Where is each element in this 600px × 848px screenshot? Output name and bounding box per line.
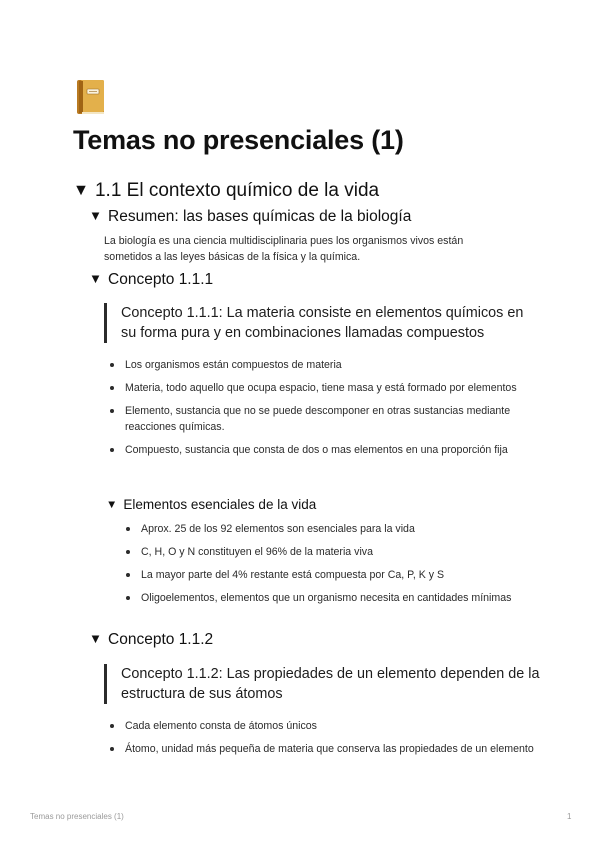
section-heading[interactable] (73, 177, 379, 204)
concept-1-callout: Concepto 1.1.1: La materia consiste en elementos químicos en su forma pura y en combinaciones llamadas compuestos (104, 303, 541, 343)
concept-1-bullet-list (106, 357, 536, 465)
essential-elements-heading-text: Elementos esenciales de la vida (123, 497, 317, 512)
list-item: Átomo, unidad más pequeña de materia que conserva las propiedades de un elemento (106, 741, 536, 757)
list-item: C, H, O y N constituyen el 96% de la materia viva (122, 544, 532, 560)
toggle-triangle-icon[interactable]: ▼ (89, 631, 103, 646)
list-item: Cada elemento consta de átomos únicos (106, 718, 536, 734)
list-item: La mayor parte del 4% restante está compuesta por Ca, P, K y S (122, 567, 532, 583)
concept-1-heading[interactable] (89, 268, 213, 291)
essential-elements-heading[interactable] (106, 495, 316, 515)
concept-2-callout: Concepto 1.1.2: Las propiedades de un elemento dependen de la estructura de sus átomos (104, 664, 541, 704)
concept-2-heading-text: Concepto 1.1.2 (108, 631, 214, 648)
concept-2-bullet-list (106, 718, 536, 764)
footer-page-number: 1 (567, 812, 572, 821)
concept-2-heading[interactable] (89, 628, 213, 651)
toggle-triangle-icon[interactable]: ▼ (73, 181, 89, 199)
toggle-triangle-icon[interactable]: ▼ (106, 499, 118, 511)
list-item: Los organismos están compuestos de materia (106, 357, 536, 373)
section-heading-text: 1.1 El contexto químico de la vida (94, 180, 380, 201)
essential-elements-bullet-list (122, 521, 532, 613)
notebook-icon (76, 79, 106, 115)
toggle-triangle-icon[interactable]: ▼ (89, 208, 103, 223)
concept-1-heading-text: Concepto 1.1.1 (108, 271, 214, 288)
summary-heading[interactable] (89, 205, 411, 228)
list-item: Elemento, sustancia que no se puede descomponer en otras sustancias mediante reacciones químicas. (106, 403, 536, 435)
summary-heading-text: Resumen: las bases químicas de la biología (108, 208, 412, 225)
list-item: Materia, todo aquello que ocupa espacio, tiene masa y está formado por elementos (106, 380, 536, 396)
list-item: Aprox. 25 de los 92 elementos son esenciales para la vida (122, 521, 532, 537)
toggle-triangle-icon[interactable]: ▼ (89, 271, 103, 286)
summary-paragraph: La biología es una ciencia multidisciplinaria pues los organismos vivos están sometidos a las leyes básicas de la física y la química. (104, 235, 464, 263)
footer-title: Temas no presenciales (1) (30, 812, 124, 821)
page-title: Temas no presenciales (1) (73, 125, 404, 155)
list-item: Compuesto, sustancia que consta de dos o mas elementos en una proporción fija (106, 442, 536, 458)
list-item: Oligoelementos, elementos que un organismo necesita en cantidades mínimas (122, 590, 532, 606)
